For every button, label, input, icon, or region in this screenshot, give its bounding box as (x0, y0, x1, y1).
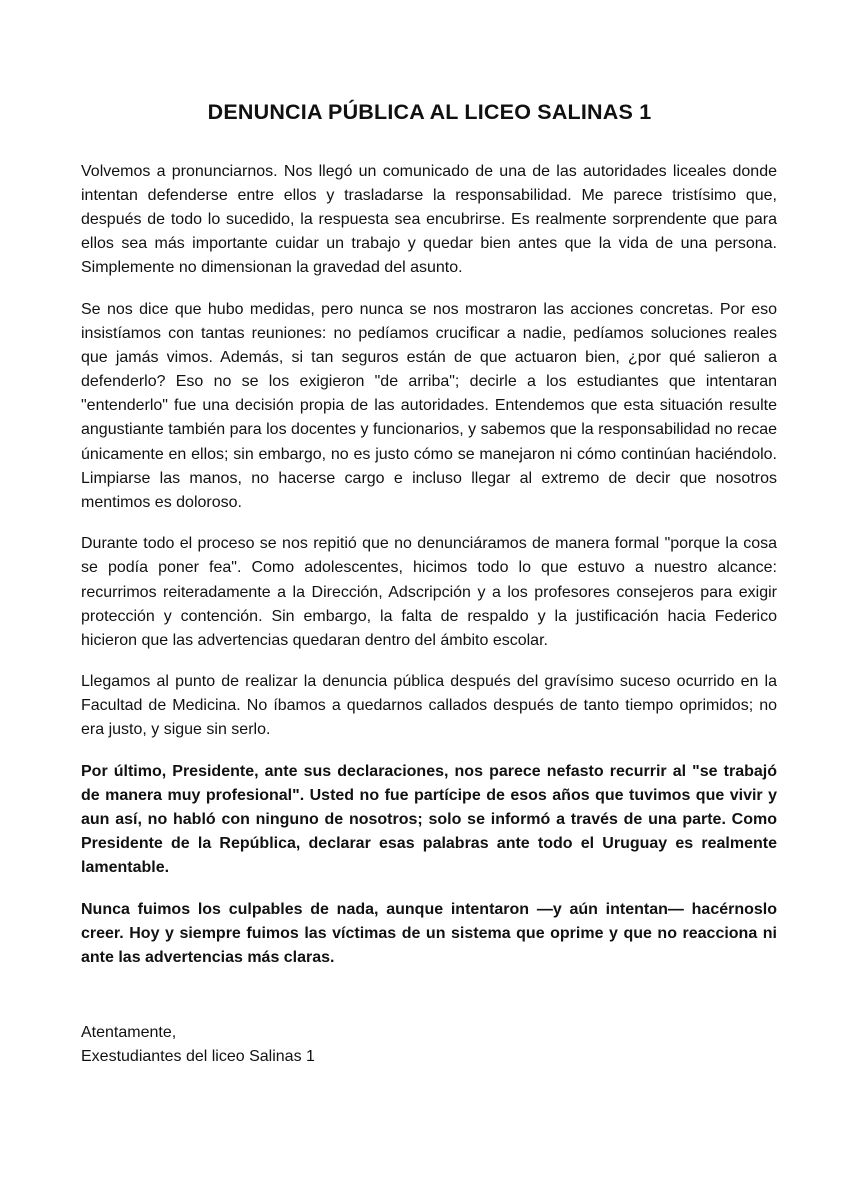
paragraph-3: Durante todo el proceso se nos repitió que no denunciáramos de manera formal "porque la cosa se podía poner fea". Como adolescentes, hicimos todo lo que estuvo a nuestro alcance: recurrimos reiteradamente a la Dirección, Adscripción y a los profesores consejeros para exigir protección y contención. Sin embargo, la falta de respaldo y la justificación hacia Federico hicieron que las advertencias quedaran dentro del ámbito escolar. (81, 535, 777, 649)
signature: Exestudiantes del liceo Salinas 1 (81, 1048, 315, 1066)
paragraph-6-bold: Nunca fuimos los culpables de nada, aunque intentaron —y aún intentan— hacérnoslo creer. Hoy y siempre fuimos las víctimas de un sistema que oprime y que no reacciona ni ante las advertencias más claras. (81, 901, 777, 967)
document-body (81, 160, 777, 988)
closing-block (81, 1021, 777, 1069)
paragraph-4: Llegamos al punto de realizar la denuncia pública después del gravísimo suceso ocurrido en la Facultad de Medicina. No íbamos a quedarnos callados después de tanto tiempo oprimidos; no era justo, y sigue sin serlo. (81, 673, 777, 739)
document-title: DENUNCIA PÚBLICA AL LICEO SALINAS 1 (207, 100, 652, 124)
paragraph-5-bold: Por último, Presidente, ante sus declaraciones, nos parece nefasto recurrir al "se trabajó de manera muy profesional". Usted no fue partícipe de esos años que tuvimos que vivir y aun así, no habló con ninguno de nosotros; solo se informó a través de una parte. Como Presidente de la República, declarar esas palabras ante todo el Uruguay es realmente lamentable. (81, 763, 777, 877)
paragraph-1: Volvemos a pronunciarnos. Nos llegó un comunicado de una de las autoridades liceales donde intentan defenderse entre ellos y trasladarse la responsabilidad. Me parece tristísimo que, después de todo lo sucedido, la respuesta sea encubrirse. Es realmente sorprendente que para ellos sea más importante cuidar un trabajo y quedar bien antes que la vida de una persona. Simplemente no dimensionan la gravedad del asunto. (81, 163, 777, 277)
salutation: Atentamente, (81, 1024, 177, 1041)
paragraph-2: Se nos dice que hubo medidas, pero nunca se nos mostraron las acciones concretas. Por eso insistíamos con tantas reuniones: no pedíamos crucificar a nadie, pedíamos soluciones reales que jamás vimos. Además, si tan seguros están de que actuaron bien, ¿por qué salieron a defenderlo? Eso no se los exigieron "de arriba"; decirle a los estudiantes que intentaran "entenderlo" fue una decisión propia de las autoridades. Entendemos que esta situación resulte angustiante también para los docentes y funcionarios, y sabemos que la responsabilidad no recae únicamente en ellos; sin embargo, no es justo cómo se manejaron ni cómo continúan haciéndolo. Limpiarse las manos, no hacerse cargo e incluso llegar al extremo de decir que nosotros mentimos es doloroso. (81, 300, 777, 511)
